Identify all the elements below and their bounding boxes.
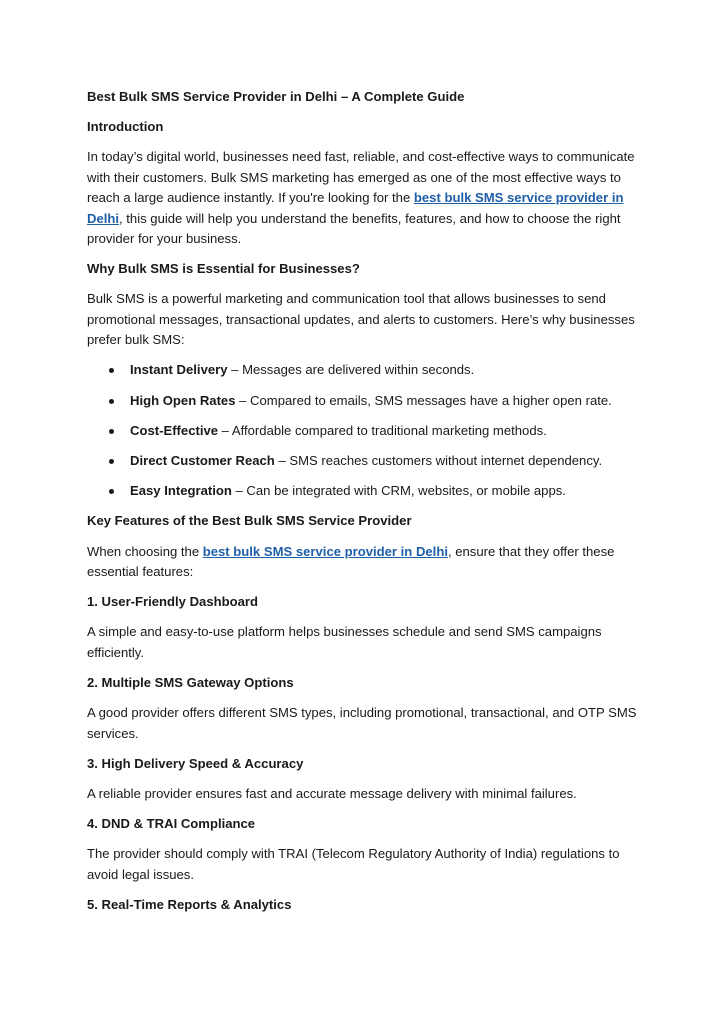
- features-text-before: When choosing the: [87, 543, 203, 559]
- intro-paragraph: [87, 147, 642, 249]
- feature-2-heading: 2. Multiple SMS Gateway Options: [87, 675, 294, 691]
- feature-3-heading: 3. High Delivery Speed & Accuracy: [87, 755, 304, 771]
- bullet-term: High Open Rates: [130, 392, 236, 408]
- bullet-dot-icon: [109, 368, 114, 373]
- feature-1-paragraph: A simple and easy-to-use platform helps businesses schedule and send SMS campaigns efficiently.: [87, 624, 602, 660]
- feature-3-paragraph: A reliable provider ensures fast and accurate message delivery with minimal failures.: [87, 786, 577, 802]
- why-heading: Why Bulk SMS is Essential for Businesses?: [87, 261, 360, 277]
- intro-text-after: , this guide will help you understand the benefits, features, and how to choose the right provider for your business.: [87, 210, 621, 247]
- bullet-text: – Messages are delivered within seconds.: [227, 362, 475, 378]
- bullet-term: Cost-Effective: [130, 422, 219, 438]
- bullet-term: Easy Integration: [130, 483, 232, 499]
- list-item: [87, 481, 642, 501]
- intro-text-before: In today’s digital world, businesses need fast, reliable, and cost-effective ways to communicate with their customers. Bulk SMS marketing has emerged as one of the most effective ways to reach a large audience instantly. If you're looking for the: [87, 149, 635, 206]
- bullet-dot-icon: [109, 399, 114, 404]
- document-title: Best Bulk SMS Service Provider in Delhi – A Complete Guide: [87, 89, 465, 104]
- feature-4-heading: 4. DND & TRAI Compliance: [87, 816, 256, 832]
- feature-2-paragraph: A good provider offers different SMS types, including promotional, transactional, and OTP SMS services.: [87, 705, 637, 741]
- bullet-term: Direct Customer Reach: [130, 453, 275, 469]
- list-item: [87, 421, 642, 441]
- list-item: [87, 391, 642, 411]
- feature-5-heading: 5. Real-Time Reports & Analytics: [87, 897, 292, 913]
- bullet-dot-icon: [109, 489, 114, 494]
- bullet-text: – Compared to emails, SMS messages have a higher open rate.: [235, 392, 612, 408]
- bullet-text: – Affordable compared to traditional marketing methods.: [218, 422, 547, 438]
- list-item: [87, 451, 642, 471]
- list-item: [87, 360, 642, 380]
- bullet-text: – SMS reaches customers without internet dependency.: [274, 453, 603, 469]
- benefits-list: [87, 360, 642, 501]
- features-heading: Key Features of the Best Bulk SMS Service Provider: [87, 513, 412, 529]
- bullet-dot-icon: [109, 459, 114, 464]
- bullet-text: – Can be integrated with CRM, websites, or mobile apps.: [231, 483, 566, 499]
- features-paragraph: [87, 542, 642, 583]
- features-provider-link[interactable]: best bulk SMS service provider in Delhi: [202, 543, 448, 559]
- why-paragraph: Bulk SMS is a powerful marketing and communication tool that allows businesses to send promotional messages, transactional updates, and alerts to customers. Here’s why businesses prefer bulk SMS:: [87, 291, 635, 348]
- intro-heading: Introduction: [87, 119, 164, 135]
- feature-4-paragraph: The provider should comply with TRAI (Telecom Regulatory Authority of India) regulations to avoid legal issues.: [87, 846, 620, 882]
- feature-1-heading: 1. User-Friendly Dashboard: [87, 594, 258, 610]
- bullet-dot-icon: [109, 429, 114, 434]
- intro-provider-link[interactable]: best bulk SMS service provider in Delhi: [87, 190, 624, 226]
- document-page: [87, 87, 642, 915]
- features-text-after: , ensure that they offer these essential features:: [87, 543, 615, 579]
- bullet-term: Instant Delivery: [130, 362, 228, 378]
